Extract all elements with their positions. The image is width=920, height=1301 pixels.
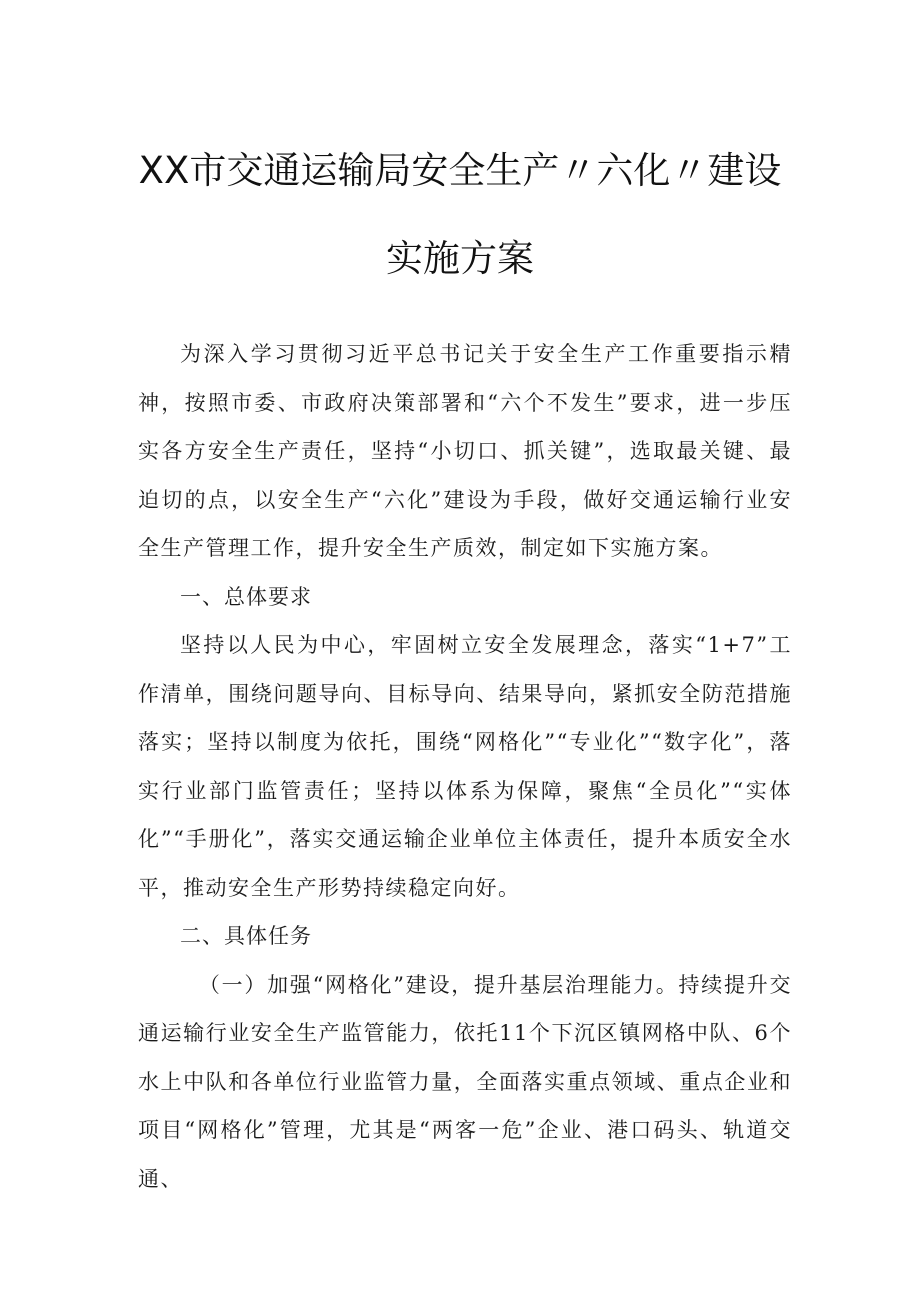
- general-requirements-paragraph: 坚持以人民为中心，牢固树立安全发展理念，落实“1+7”工作清单，围绕问题导向、目标导向、结果导向，紧抓安全防范措施落实；坚持以制度为依托，围绕“网格化”“专业化”“数字化”，落实行业部门监管责任；坚持以体系为保障，聚焦“全员化”“实体化”“手册化”，落实交通运输企业单位主体责任，提升本质安全水平，推动安全生产形势持续稳定向好。: [138, 633, 792, 900]
- document-title-line-2: 实施方案: [386, 237, 534, 280]
- document-title-line-1: XX市交通运输局安全生产〃六化〃建设: [138, 149, 782, 192]
- document-body: [138, 330, 792, 1203]
- section-heading-general-requirements: 一、总体要求: [180, 584, 312, 609]
- intro-paragraph: 为深入学习贯彻习近平总书记关于安全生产工作重要指示精神，按照市委、市政府决策部署和“六个不发生”要求，进一步压实各方安全生产责任，坚持“小切口、抓关键”，选取最关键、最迫切的点，以安全生产“六化”建设为手段，做好交通运输行业安全生产管理工作，提升安全生产质效，制定如下实施方案。: [138, 342, 792, 560]
- task-one-paragraph: （一）加强“网格化”建设，提升基层治理能力。持续提升交通运输行业安全生产监管能力，依托11个下沉区镇网格中队、6个水上中队和各单位行业监管力量，全面落实重点领域、重点企业和项目“网格化”管理，尤其是“两客一危”企业、港口码头、轨道交通、: [138, 972, 792, 1191]
- section-heading-specific-tasks: 二、具体任务: [180, 924, 312, 948]
